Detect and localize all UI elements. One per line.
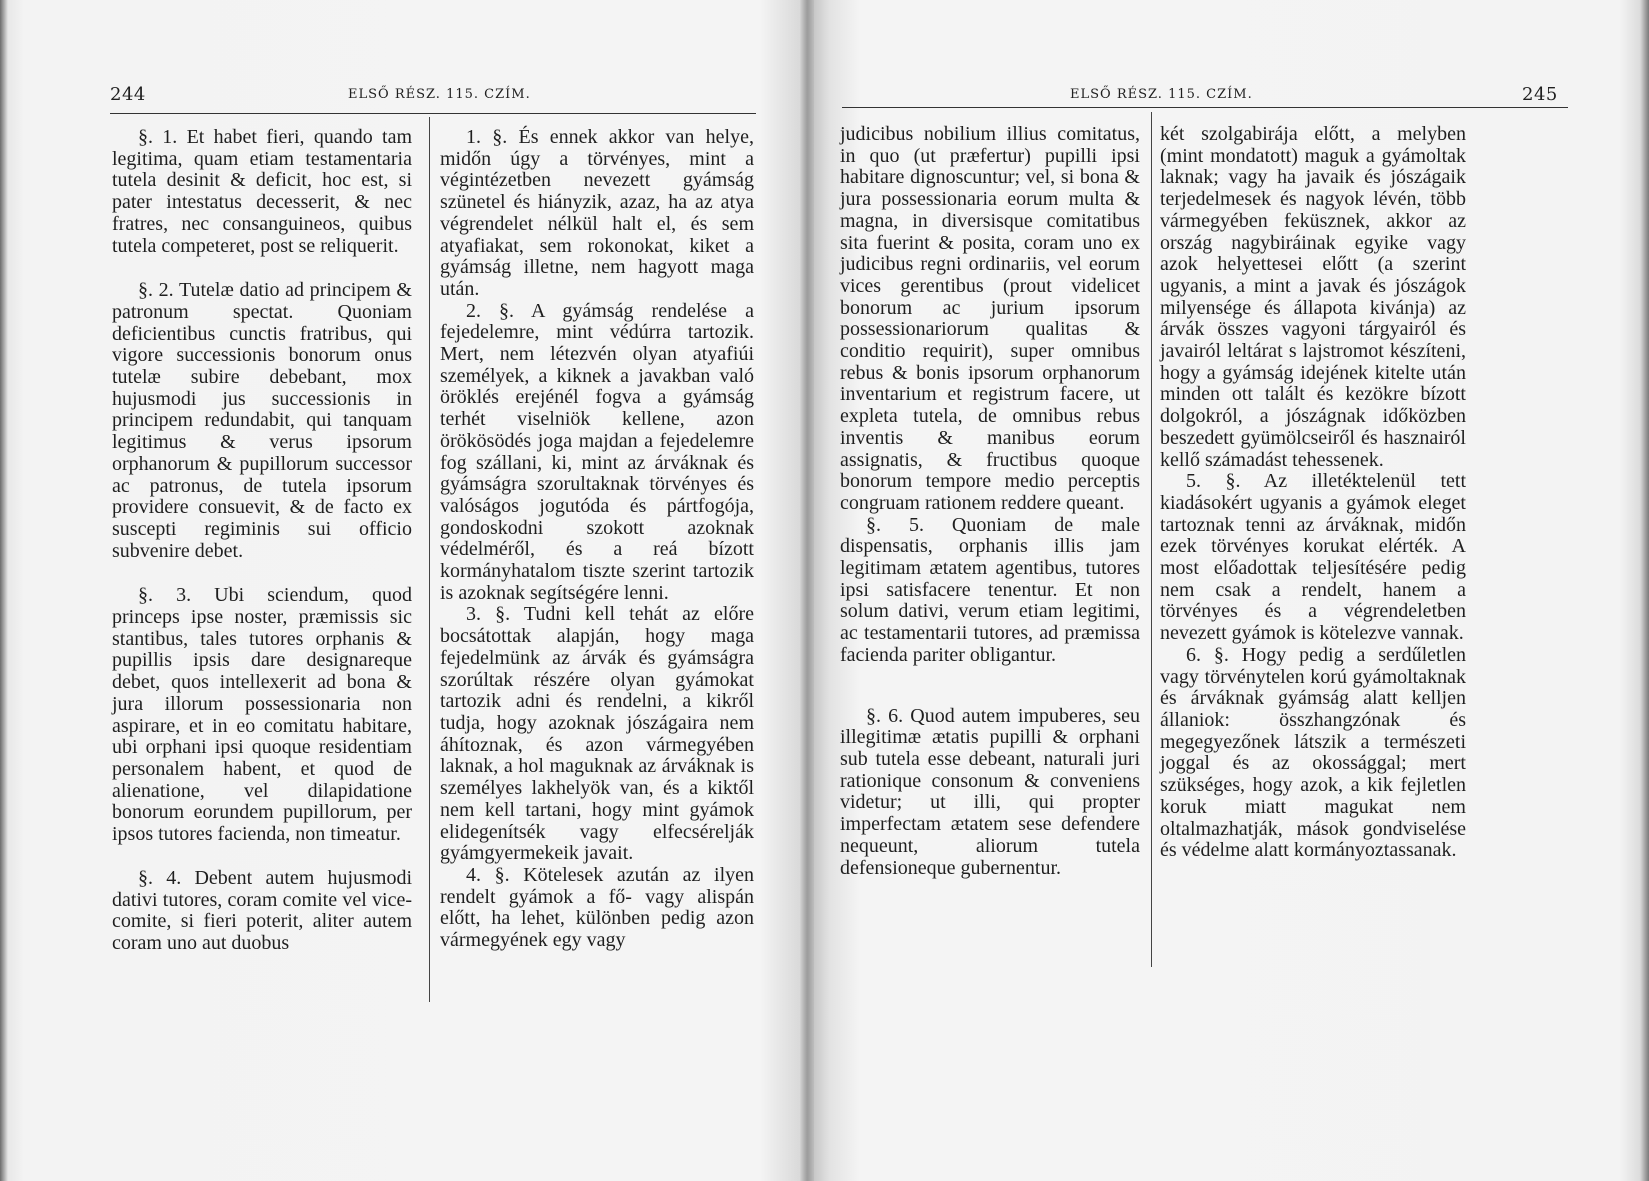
right-column-divider bbox=[1151, 112, 1152, 967]
left-latin-paragraph-4: §. 4. Debent autem hujusmodi dativi tutores, coram comite vel vice-comite, si fieri poterit, aliter autem coram uno aut duobus bbox=[112, 866, 412, 954]
right-hungarian-paragraph-1: két szolgabirája előtt, a melyben (mint mondatott) maguk a gyámoltak laknak; vagy ha javaik és jószágaik terjedelmesek és nagyok lévén, több vármegyében feküsznek, akkor az ország nagybiráinak egyike vagy azok helyettesei előtt (a szerint ugyanis, a mint a javak és jószágok milyensége és állapota kivánja) az árvák összes vagyoni tárgyairól és javairól leltárat s lajstromot készíteni, hogy a gyámság idejének kitelte után minden ott talált és kezökre bízott dolgokról, a jószágnak időközben beszedett gyümölcseiről és hasznairól kellő számadást tehessenek. bbox=[1160, 123, 1466, 471]
left-hungarian-paragraph-2: 2. §. A gyámság rendelése a fejedelemre, mint védúrra tartozik. Mert, nem létezvén olyan atyafiúi személyek, a kiknek a javakban való öröklés erejénél fogva a gyámság terhét viselniök kellene, azon örökösödés joga majdan a fejedelemre fog szállani, ki, mint az árváknak és gyámságra szorultaknak törvényes és valóságos jogutóda és pártfogója, gondoskodni szokott azoknak védelméről, és a reá bízott kormányhatalom tiszte szerint tartozik is azoknak segítségére lenni. bbox=[440, 299, 754, 604]
right-page-number: 245 bbox=[1522, 84, 1558, 105]
right-hungarian-paragraph-2: 5. §. Az illetéktelenül tett kiadásokért ugyanis a gyámok eleget tartoznak tenni az árváknak, midőn ezek törvényes korukat elérték. A most előadottak teljesítésére pedig nem csak a rendelt, hanem a törvényes és a végrendeletben nevezett gyámok is kötelezve vannak. bbox=[1160, 470, 1466, 645]
left-hungarian-paragraph-3: 3. §. Tudni kell tehát az előre bocsátottak alapján, hogy maga fejedelmünk az árvák és gyámságra szorúltak részére olyan gyámokat tartozik adni és rendelni, a kikről tudja, hogy azoknak jószágaira nem áhítoznak, és azon vármegyében laknak, a hol maguknak az árváknak is személyes lakhelyök van, és a kiktől nem kell tartani, hogy mint gyámok elidegenítsék vagy elfecsérelják gyámgyermekeik javait. bbox=[440, 603, 754, 865]
right-page bbox=[812, 0, 1649, 1181]
left-latin-paragraph-2: §. 2. Tutelæ datio ad principem & patronum spectat. Quoniam deficientibus cunctis fratribus, qui vigore successionis bonorum onus tutelæ subire debebant, mox hujusmodi jus successionis in principem redundabit, qui tanquam legitimus & verus ipsorum orphanorum & pupillorum successor ac patronus, de tutela ipsorum providere consuevit, & de facto ex suscepti regiminis sui officio subvenire debet. bbox=[112, 279, 412, 562]
right-running-head: ELSŐ RÉSZ. 115. CZÍM. bbox=[1070, 87, 1253, 102]
left-page-number: 244 bbox=[110, 84, 146, 105]
right-hungarian-column bbox=[1160, 124, 1466, 862]
left-running-head: ELSŐ RÉSZ. 115. CZÍM. bbox=[348, 87, 531, 102]
left-column-divider bbox=[429, 117, 430, 1002]
left-hungarian-column bbox=[440, 127, 754, 952]
right-latin-paragraph-2: §. 5. Quoniam de male dispensatis, orphanis illis jam legitimam ætatem agentibus, tutores ipsi satisfacere tenentur. Et non solum dativi, verum etiam legitimi, ac testamentarii tutores, ad præmissa facienda pariter obligantur. bbox=[840, 513, 1140, 666]
right-latin-paragraph-3: §. 6. Quod autem impuberes, seu illegitimæ ætatis pupilli & orphani sub tutela esse debeant, naturali juri rationique consonum & conveniens videtur; ut illi, qui propter imperfectam ætatem sese defendere nequeunt, aliorum tutela defensioneque gubernentur. bbox=[840, 704, 1140, 879]
left-page-header bbox=[0, 84, 806, 110]
right-latin-column bbox=[840, 124, 1140, 879]
right-latin-paragraph-1: judicibus nobilium illius comitatus, in quo (ut præfertur) pupilli ipsi habitare dignoscuntur; vel, si bona & jura possessionaria eorum multa & magna, in diversisque comitatibus sita fuerint & posita, coram uno ex judicibus regni ordinariis, vel eorum vices gerentibus (prout videlicet bonorum ac jurium ipsorum possessionariorum qualitas & conditio requirit), super omnibus rebus & bonis ipsorum orphanorum inventarium et registrum facere, ut expleta tutela, de omnibus rebus inventis & manibus eorum assignatis, & fructibus quoque bonorum tempore medio perceptis congruam rationem reddere queant. bbox=[840, 123, 1140, 514]
left-latin-paragraph-3: §. 3. Ubi sciendum, quod princeps ipse noster, præmissis sic stantibus, tales tutores orphanis & pupillis ipsis dare designareque debet, quos intellexerit ad bona & jura illorum possessionaria non aspirare, et in eo comitatu habitare, ubi orphani ipsi quoque residentiam personalem habent, et quod de alienatione, vel dilapidatione bonorum eorundem pupillorum, per ipsos tutores facienda, non timeatur. bbox=[112, 584, 412, 846]
right-hungarian-paragraph-3: 6. §. Hogy pedig a serdűletlen vagy törvénytelen korú gyámoltaknak és árváknak gyámság alatt kelljen állaniok: összhangzónak és megegyezőnek látszik a természeti joggal és az okossággal; mert szükséges, hogy azok, a kik fejletlen koruk miatt magukat nem oltalmazhatják, mások gondviselése és védelme alatt kormányoztassanak. bbox=[1160, 643, 1466, 862]
left-page bbox=[0, 0, 806, 1181]
right-header-rule bbox=[842, 107, 1568, 108]
left-latin-column bbox=[112, 127, 412, 955]
left-header-rule bbox=[110, 113, 756, 114]
left-hungarian-paragraph-1: 1. §. És ennek akkor van helye, midőn úgy a törvényes, mint a végintézetben nevezett gyámság szünetel és hiányzik, azaz, ha az atya végrendelet nélkül halt el, és sem atyafiakat, sem rokonokat, kiket a gyámság illetne, nem hagyott maga után. bbox=[440, 126, 754, 300]
left-hungarian-paragraph-4: 4. §. Kötelesek azután az ilyen rendelt gyámok a fő- vagy alispán előtt, ha lehet, különben pedig azon vármegyének egy vagy bbox=[440, 863, 754, 952]
left-latin-paragraph-1: §. 1. Et habet fieri, quando tam legitima, quam etiam testamentaria tutela desinit & deficit, hoc est, si pater intestatus decesserit, & nec fratres, nec consanguineos, quibus tutela competeret, post se reliquerit. bbox=[112, 126, 412, 257]
